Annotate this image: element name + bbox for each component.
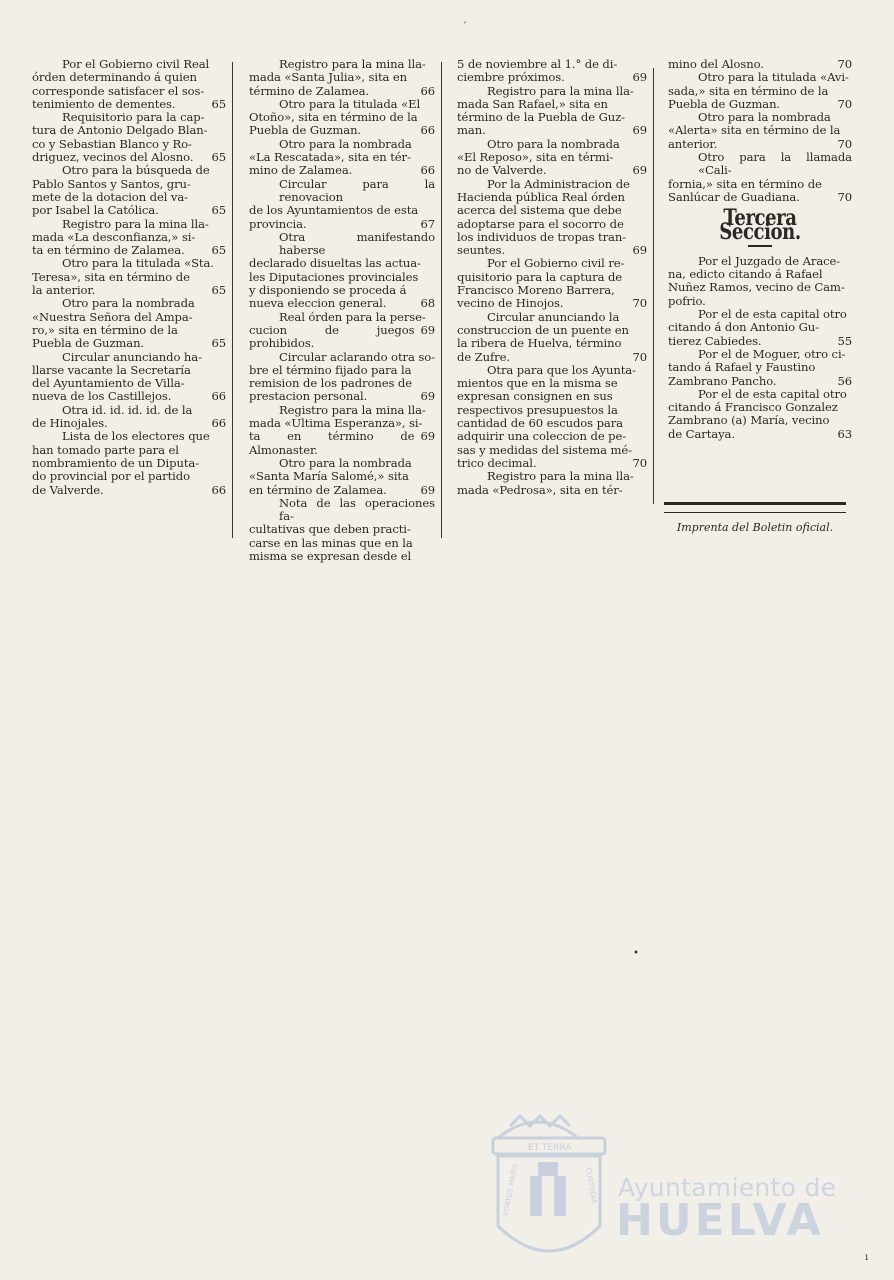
entry-line: Otro para la titulada «Avi- [698, 70, 849, 85]
index-entry [32, 404, 226, 431]
entry-final-text: Puebla de Guzman. [668, 96, 781, 111]
page-number: 55 [837, 333, 852, 348]
index-entry [249, 497, 435, 563]
entry-final-line [32, 151, 226, 164]
page-number: 65 [211, 243, 226, 258]
index-entry [668, 71, 852, 111]
entry-line: expresan consignen en sus [457, 389, 613, 404]
page-number: 69 [632, 163, 647, 178]
page-number: 69 [632, 243, 647, 258]
entry-line: acerca del sistema que debe [457, 203, 622, 218]
entry-line: les Diputaciones provinciales [249, 269, 419, 284]
page-number: 66 [420, 163, 435, 178]
page-number [846, 295, 852, 308]
entry-line: Por el de esta capital otro [698, 386, 847, 401]
index-entry [457, 311, 647, 364]
index-entry [668, 388, 852, 441]
index-entry [457, 58, 647, 85]
entry-final-line [32, 417, 226, 430]
page-number: 70 [632, 455, 647, 470]
column-rule-2 [441, 62, 442, 538]
entry-line: mete de la dotacion del va- [32, 189, 188, 204]
watermark-line-2: HUELVA [616, 1195, 824, 1246]
entry-line: declarado disueltas las actua- [249, 256, 421, 271]
page-number: 66 [211, 416, 226, 431]
entry-line: construccion de un puente en [457, 322, 629, 337]
entry-line: Circular anunciando la [487, 309, 620, 324]
entry-final-line [668, 335, 852, 348]
index-column-2 [249, 58, 435, 563]
page-number: 70 [632, 296, 647, 311]
entry-line: órden determinando á quien [32, 70, 197, 85]
index-entry [249, 231, 435, 311]
entry-final-text: la anterior. [32, 283, 96, 298]
entry-final-text: driguez, vecinos del Alosno. [32, 150, 194, 165]
entry-final-text: de Hinojales. [32, 416, 108, 431]
entry-final-line [32, 484, 226, 497]
entry-final-line [32, 98, 226, 111]
entry-final-line [457, 457, 647, 470]
index-entry [457, 470, 647, 497]
index-entry [668, 151, 852, 204]
entry-line: do provincial por el partido [32, 469, 190, 484]
entry-final-line [249, 164, 435, 177]
closing-double-rule [664, 502, 846, 513]
entry-line: Zambrano (a) María, vecino [668, 413, 830, 428]
entry-final-text: de Zufre. [457, 349, 510, 364]
entry-line: Circular aclarando otra so- [279, 349, 435, 364]
page-number: 70 [837, 96, 852, 111]
index-entry [249, 98, 435, 138]
entry-final-line [668, 428, 852, 441]
entry-line: mada «La desconfianza,» si- [32, 229, 196, 244]
entry-line: Nuñez Ramos, vecino de Cam- [668, 280, 845, 295]
page-number: 68 [420, 296, 435, 311]
page-number: 69 [632, 123, 647, 138]
entry-line: respectivos presupuestos la [457, 402, 618, 417]
entry-line: Otra para que los Ayunta- [487, 362, 636, 377]
entry-line: Nota de las operaciones fa- [279, 495, 435, 524]
entry-line: mientos que en la misma se [457, 376, 618, 391]
entry-final-text: por Isabel la Católica. [32, 203, 159, 218]
entry-line: Registro para la mina lla- [487, 83, 634, 98]
entry-final-line [249, 218, 435, 231]
entry-line: Por la Administracion de [487, 176, 630, 191]
entry-final-text: cucion de juegos prohibidos. [249, 322, 415, 351]
entry-line: «Alerta» sita en término de la [668, 123, 841, 138]
index-entry [32, 58, 226, 111]
entry-line: del Ayuntamiento de Villa- [32, 376, 185, 391]
entry-line: Otro para la nombrada [487, 136, 620, 151]
index-entry [668, 58, 852, 71]
entry-line: término de la Puebla de Guz- [457, 110, 625, 125]
page-number: 67 [420, 216, 435, 231]
entry-line: Otro para la llamada «Cali- [698, 150, 852, 178]
entry-line: Teresa», sita en término de [32, 269, 190, 284]
entry-line: 5 de noviembre al 1.° de di- [457, 57, 618, 71]
entry-line: Por el de Moguer, otro ci- [698, 346, 846, 361]
index-entry [249, 178, 435, 231]
entry-final-text: tierez Cabiedes. [668, 333, 762, 348]
entry-line: Lista de los electores que [62, 429, 210, 444]
entry-line: Por el Juzgado de Arace- [698, 253, 841, 268]
entry-line: los individuos de tropas tran- [457, 229, 627, 244]
crest-left-text: PORTUS MARIS [502, 1163, 520, 1217]
entry-final-line [668, 191, 852, 204]
entry-line: Otra manifestando haberse [279, 229, 435, 258]
page-number: 66 [211, 389, 226, 404]
index-entry [457, 178, 647, 258]
entry-final-text: trico decimal. [457, 455, 537, 470]
entry-final-line [249, 484, 435, 497]
page-number: 69 [420, 429, 435, 444]
entry-line: sas y medidas del sistema mé- [457, 442, 632, 457]
index-entry [32, 430, 226, 496]
entry-line: remision de los padrones de [249, 376, 413, 391]
page-number: 65 [211, 150, 226, 165]
entry-line: Otoño», sita en término de la [249, 110, 418, 125]
column-rule-3 [653, 68, 654, 504]
entry-final-text: de Cartaya. [668, 426, 735, 441]
entry-final-text: seuntes. [457, 243, 506, 258]
entry-line: «El Reposo», sita en térmi- [457, 150, 614, 165]
index-entry [668, 348, 852, 388]
entry-final-line [457, 244, 647, 257]
entry-line: Circular anunciando ha- [62, 349, 202, 364]
entry-final-line [668, 375, 852, 388]
entry-line: Por el de esta capital otro [698, 307, 847, 322]
entry-final-line [32, 244, 226, 257]
entry-line: tura de Antonio Delgado Blan- [32, 123, 208, 138]
index-column-1 [32, 58, 226, 497]
index-entry [32, 297, 226, 350]
entry-final-line [32, 337, 226, 350]
entry-final-text: no de Valverde. [457, 163, 547, 178]
entry-line: adoptarse para el socorro de [457, 216, 624, 231]
entry-final-text: Puebla de Guzman. [32, 336, 145, 351]
entry-final-line [249, 297, 435, 310]
entry-final-line [668, 98, 852, 111]
entry-final-text: tenimiento de dementes. [32, 96, 176, 111]
section-short-rule [748, 245, 772, 247]
index-entry [457, 257, 647, 310]
entry-final-text: pofrio. [668, 293, 706, 308]
index-entry [32, 257, 226, 297]
page-number: 66 [211, 482, 226, 497]
entry-line: misma se expresan desde el [249, 548, 412, 563]
column-rule-1 [232, 62, 233, 538]
index-entry [457, 85, 647, 138]
page-number: 66 [420, 123, 435, 138]
index-column-4 [668, 58, 852, 441]
index-entry [668, 111, 852, 151]
page-number: 70 [632, 349, 647, 364]
entry-final-line [668, 58, 852, 71]
index-entry [32, 111, 226, 164]
entry-final-line [249, 324, 435, 351]
page-number: 65 [211, 336, 226, 351]
page-number: 66 [420, 83, 435, 98]
entry-final-text: nueva eleccion general. [249, 296, 387, 311]
entry-line: Registro para la mina lla- [62, 216, 209, 231]
entry-line: Por el Gobierno civil Real [62, 57, 210, 71]
entry-line: co y Sebastian Blanco y Ro- [32, 136, 192, 151]
entry-line: na, edicto citando á Rafael [668, 267, 823, 282]
entry-line: citando á don Antonio Gu- [668, 320, 819, 335]
entry-line: Otra id. id. id. id. de la [62, 402, 193, 417]
entry-final-text: prestacion personal. [249, 389, 368, 404]
entry-line: «Nuestra Señora del Ampa- [32, 309, 193, 324]
index-entry [32, 351, 226, 404]
index-entry [32, 164, 226, 217]
index-entry [249, 404, 435, 457]
entry-line: citando á Francisco Gonzalez [668, 400, 838, 415]
entry-line: mada San Rafael,» sita en [457, 96, 608, 111]
scan-mark: • [633, 948, 639, 959]
entry-line: quisitorio para la captura de [457, 269, 623, 284]
entry-line: Otro para la nombrada [279, 136, 412, 151]
page-number: 69 [420, 322, 435, 337]
index-entry [457, 364, 647, 470]
entry-line: cantidad de 60 escudos para [457, 416, 623, 431]
entry-line: Otro para la búsqueda de [62, 163, 210, 178]
entry-line: Otro para la nombrada [698, 110, 831, 125]
entry-line: sada,» sita en término de la [668, 83, 829, 98]
entry-line: y disponiendo se proceda á [249, 283, 407, 298]
entry-line: Otro para la nombrada [279, 455, 412, 470]
entry-final-line [249, 430, 435, 457]
entry-final-text: Sanlúcar de Guadiana. [668, 189, 800, 204]
entry-final-text: vecino de Hinojos. [457, 296, 564, 311]
entry-final-text: de Valverde. [32, 482, 104, 497]
watermark-line-1: Ayuntamiento de [618, 1173, 837, 1202]
entry-line: Pablo Santos y Santos, gru- [32, 176, 191, 191]
entry-final-line [457, 297, 647, 310]
index-entry [668, 308, 852, 348]
imprint-line: Imprenta del Boletin oficial. [676, 521, 834, 534]
entry-line: Otro para la titulada «Sta. [62, 256, 214, 271]
entry-line: Otro para la nombrada [62, 296, 195, 311]
entry-line: cultativas que deben practi- [249, 522, 411, 537]
entry-line: Hacienda pública Real órden [457, 189, 625, 204]
entry-final-line [32, 390, 226, 403]
entry-final-line [457, 351, 647, 364]
entry-final-text: Puebla de Guzman. [249, 123, 362, 138]
entry-line: fornia,» sita en término de [668, 176, 822, 191]
entry-final-line [32, 284, 226, 297]
entry-final-text: anterior. [668, 136, 718, 151]
entry-final-text: man. [457, 123, 486, 138]
index-entry [457, 138, 647, 178]
entry-final-line [457, 164, 647, 177]
entry-final-text: nueva de los Castillejos. [32, 389, 172, 404]
entry-final-line [249, 124, 435, 137]
index-entry [32, 218, 226, 258]
entry-line: tando á Rafael y Faustino [668, 360, 816, 375]
entry-line: «La Rescatada», sita en tér- [249, 150, 411, 165]
entry-line: Requisitorio para la cap- [62, 110, 205, 125]
page-number: 70 [837, 189, 852, 204]
page-number: 63 [837, 426, 852, 441]
entry-line: han tomado parte para el [32, 442, 179, 457]
entry-final-text: mino de Zalamea. [249, 163, 353, 178]
page-number: 65 [211, 283, 226, 298]
entry-final-text: Zambrano Pancho. [668, 373, 777, 388]
entry-final-line [249, 85, 435, 98]
entry-line: bre el término fijado para la [249, 362, 412, 377]
page-number: 69 [420, 389, 435, 404]
entry-line: corresponde satisfacer el sos- [32, 83, 205, 98]
entry-line: mada «Pedrosa», sita en tér- [457, 482, 623, 497]
entry-line: Registro para la mina lla- [487, 469, 634, 484]
entry-final-text: provincia. [249, 216, 307, 231]
entry-final-line [668, 295, 852, 308]
entry-line: Registro para la mina lla- [279, 402, 426, 417]
page-number: 69 [632, 70, 647, 85]
entry-line: Por el Gobierno civil re- [487, 256, 625, 271]
entry-final-text: ciembre próximos. [457, 70, 565, 85]
entry-line: carse en las minas que en la [249, 535, 413, 550]
entry-line: nombramiento de un Diputa- [32, 455, 200, 470]
section-title: Tercera Seccion. [719, 205, 801, 245]
index-column-3 [457, 58, 647, 497]
entry-line: «Santa María Salomé,» sita [249, 469, 409, 484]
page-number: 70 [837, 57, 852, 71]
page-number: 65 [211, 203, 226, 218]
entry-line: de los Ayuntamientos de esta [249, 203, 419, 218]
entry-final-text: ta en término de Zalamea. [32, 243, 185, 258]
entry-line: Otro para la titulada «El [279, 96, 421, 111]
entry-final-text: ta en término de Almonaster. [249, 429, 415, 457]
page-number: 70 [837, 136, 852, 151]
entry-line: llarse vacante la Secretaría [32, 362, 191, 377]
entry-line: mada «Ultima Esperanza», si- [249, 416, 423, 431]
entry-line: Francisco Moreno Barrera, [457, 283, 615, 298]
entry-final-line [668, 138, 852, 151]
entry-line: mada «Santa Julia», sita en [249, 70, 408, 85]
index-entry [249, 138, 435, 178]
entry-final-text: en término de Zalamea. [249, 482, 387, 497]
entry-line: Circular para la renovacion [279, 176, 435, 204]
entry-final-line [457, 124, 647, 137]
entry-final-text: mino del Alosno. [668, 57, 764, 71]
entry-line: adquirir una coleccion de pe- [457, 429, 627, 444]
index-entry [249, 311, 435, 351]
crest-top-text: ET TERRA [528, 1143, 572, 1153]
page-number: 65 [211, 96, 226, 111]
crest-right-text: CUSTODIA [584, 1166, 599, 1205]
entry-final-text: término de Zalamea. [249, 83, 370, 98]
entry-line: Registro para la mina lla- [279, 57, 426, 71]
index-entry [249, 58, 435, 98]
page-number: 69 [420, 482, 435, 497]
entry-line: Real órden para la perse- [279, 309, 426, 324]
page-number: 56 [837, 373, 852, 388]
entry-final-line [457, 71, 647, 84]
entry-final-line [249, 390, 435, 403]
index-entry [249, 457, 435, 497]
scan-mark: ı [865, 1252, 869, 1263]
entry-line: la ribera de Huelva, término [457, 336, 622, 351]
index-entry [249, 351, 435, 404]
entry-line: ro,» sita en término de la [32, 322, 178, 337]
entry-final-line [32, 204, 226, 217]
index-entry [668, 255, 852, 308]
scan-mark: ˊ [462, 22, 467, 33]
